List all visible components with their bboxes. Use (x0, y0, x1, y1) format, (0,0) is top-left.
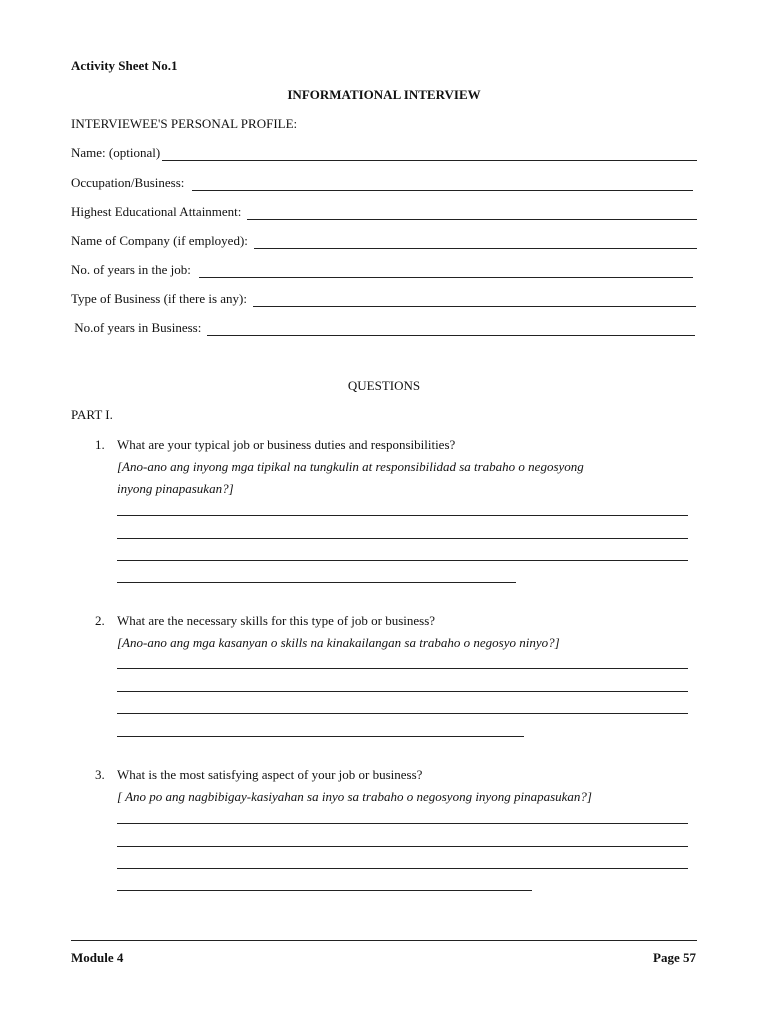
footer-page-number: Page 57 (653, 950, 696, 965)
name-field-blank[interactable] (162, 148, 697, 161)
footer-module: Module 4 (71, 950, 124, 965)
question-2-text: What are the necessary skills for this type of job or business? (117, 613, 436, 628)
answer-line[interactable] (117, 691, 688, 692)
business-type-field-blank[interactable] (253, 294, 696, 307)
years-business-field[interactable] (71, 320, 695, 336)
answer-line[interactable] (117, 713, 688, 714)
name-field-label: Name: (optional) (71, 145, 161, 160)
business-type-field[interactable] (71, 291, 696, 307)
education-field-blank[interactable] (247, 207, 697, 220)
education-field[interactable] (71, 204, 697, 220)
occupation-field[interactable] (71, 175, 693, 191)
answer-line[interactable] (117, 736, 524, 737)
question-1-number: 1. (95, 437, 105, 452)
answer-line[interactable] (117, 582, 516, 583)
answer-line[interactable] (117, 538, 688, 539)
answer-line[interactable] (117, 515, 688, 516)
occupation-field-label: Occupation/Business: (71, 175, 185, 190)
question-3-text: What is the most satisfying aspect of your job or business? (117, 767, 423, 782)
answer-line[interactable] (117, 846, 688, 847)
question-1-text: What are your typical job or business duties and responsibilities? (117, 437, 456, 452)
activity-sheet-label: Activity Sheet No.1 (71, 58, 178, 73)
years-business-field-label: No.of years in Business: (71, 320, 202, 335)
years-job-field-label: No. of years in the job: (71, 262, 191, 277)
part-label: PART I. (71, 407, 113, 422)
question-1-translation-2: inyong pinapasukan?] (117, 481, 234, 496)
company-field-label: Name of Company (if employed): (71, 233, 248, 248)
company-field[interactable] (71, 233, 697, 249)
answer-line[interactable] (117, 890, 532, 891)
question-2-number: 2. (95, 613, 105, 628)
name-field[interactable] (71, 145, 697, 161)
questions-heading: QUESTIONS (347, 378, 421, 393)
footer-divider (71, 940, 697, 941)
years-job-field[interactable] (71, 262, 693, 278)
answer-line[interactable] (117, 560, 688, 561)
years-job-field-blank[interactable] (199, 265, 693, 278)
question-3-translation-1: [ Ano po ang nagbibigay-kasiyahan sa inyo sa trabaho o negosyong inyong pinapasukan?] (117, 789, 592, 804)
question-2-translation-1: [Ano-ano ang mga kasanyan o skills na kinakailangan sa trabaho o negosyo ninyo?] (117, 635, 560, 650)
answer-line[interactable] (117, 823, 688, 824)
answer-line[interactable] (117, 868, 688, 869)
answer-line[interactable] (117, 668, 688, 669)
page-title: INFORMATIONAL INTERVIEW (287, 87, 481, 102)
profile-heading: INTERVIEWEE'S PERSONAL PROFILE: (71, 116, 298, 131)
education-field-label: Highest Educational Attainment: (71, 204, 242, 219)
business-type-field-label: Type of Business (if there is any): (71, 291, 247, 306)
occupation-field-blank[interactable] (192, 178, 693, 191)
company-field-blank[interactable] (254, 236, 697, 249)
question-1-translation-1: [Ano-ano ang inyong mga tipikal na tungkulin at responsibilidad sa trabaho o negosyong (117, 459, 584, 474)
years-business-field-blank[interactable] (207, 323, 695, 336)
question-3-number: 3. (95, 767, 105, 782)
